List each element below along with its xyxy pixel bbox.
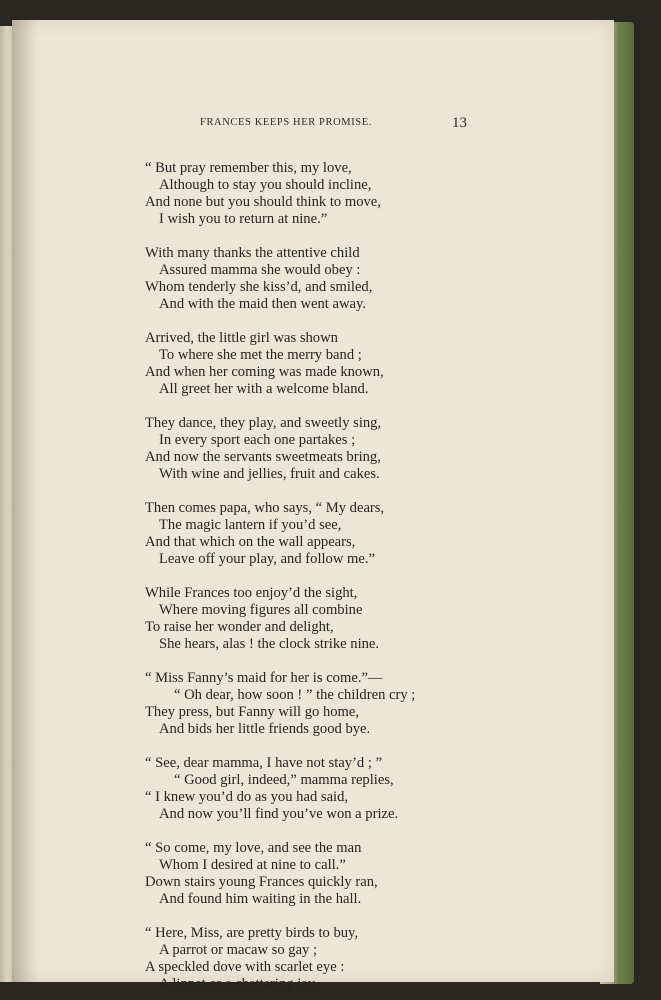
poem-line: And bids her little friends good bye. <box>159 721 371 737</box>
stanza <box>145 245 575 313</box>
poem-line: “ So come, my love, and see the man <box>145 840 362 856</box>
poem-line: All greet her with a welcome bland. <box>159 381 369 397</box>
poem-line: And when her coming was made known, <box>145 364 384 380</box>
page-number: 13 <box>452 115 467 131</box>
poem-line: Then comes papa, who says, “ My dears, <box>145 500 385 516</box>
poem-line: A parrot or macaw so gay ; <box>159 942 318 958</box>
poem-line: “ Oh dear, how soon ! ” the children cry ; <box>174 687 416 703</box>
poem-line: They press, but Fanny will go home, <box>145 704 360 720</box>
stanza <box>145 330 575 398</box>
poem-line: And now the servants sweetmeats bring, <box>145 449 381 465</box>
poem-line: And found him waiting in the hall. <box>159 891 362 907</box>
poem-line: Whom tenderly she kiss’d, and smiled, <box>145 279 373 295</box>
poem-line: She hears, alas ! the clock strike nine. <box>159 636 380 652</box>
facing-page-edge <box>0 26 12 982</box>
gutter-shadow <box>12 20 38 982</box>
poem-line: The magic lantern if you’d see, <box>159 517 342 533</box>
poem-line: Although to stay you should incline, <box>159 177 372 193</box>
poem-line: Down stairs young Frances quickly ran, <box>145 874 378 890</box>
stanza <box>145 670 575 738</box>
poem-line: Leave off your play, and follow me.” <box>159 551 375 567</box>
poem-line: A speckled dove with scarlet eye : <box>145 959 345 975</box>
stanza <box>145 500 575 568</box>
poem-line: Whom I desired at nine to call.” <box>159 857 346 873</box>
poem-line: With wine and jellies, fruit and cakes. <box>159 466 380 482</box>
stanza <box>145 755 575 823</box>
stanza <box>145 585 575 653</box>
stanza <box>145 925 575 993</box>
poem-line: Arrived, the little girl was shown <box>145 330 338 346</box>
poem-line: “ Here, Miss, are pretty birds to buy, <box>145 925 359 941</box>
stanza <box>145 415 575 483</box>
stanza <box>145 840 575 908</box>
poem-line: And with the maid then went away. <box>159 296 366 312</box>
poem-line: “ Good girl, indeed,” mamma replies, <box>174 772 394 788</box>
poem-line: And none but you should think to move, <box>145 194 381 210</box>
poem-line: “ See, dear mamma, I have not stay’d ; ” <box>145 755 383 771</box>
poem-line: “ Miss Fanny’s maid for her is come.”— <box>145 670 383 686</box>
poem-line: A linnet or a chattering jay. <box>159 976 318 992</box>
poem-line: And that which on the wall appears, <box>145 534 356 550</box>
poem-line: In every sport each one partakes ; <box>159 432 356 448</box>
poem-line: To where she met the merry band ; <box>159 347 362 363</box>
stanza <box>145 160 575 228</box>
poem-line: “ I knew you’d do as you had said, <box>145 789 349 805</box>
poem-body <box>145 160 575 1000</box>
poem-line: And now you’ll find you’ve won a prize. <box>159 806 399 822</box>
poem-line: “ But pray remember this, my love, <box>145 160 352 176</box>
poem-line: While Frances too enjoy’d the sight, <box>145 585 358 601</box>
poem-line: I wish you to return at nine.” <box>159 211 328 227</box>
poem-line: Where moving figures all combine <box>159 602 363 618</box>
poem-line: With many thanks the attentive child <box>145 245 360 261</box>
poem-line: They dance, they play, and sweetly sing, <box>145 415 382 431</box>
running-title: FRANCES KEEPS HER PROMISE. <box>200 117 372 128</box>
poem-line: Assured mamma she would obey : <box>159 262 361 278</box>
poem-line: To raise her wonder and delight, <box>145 619 334 635</box>
